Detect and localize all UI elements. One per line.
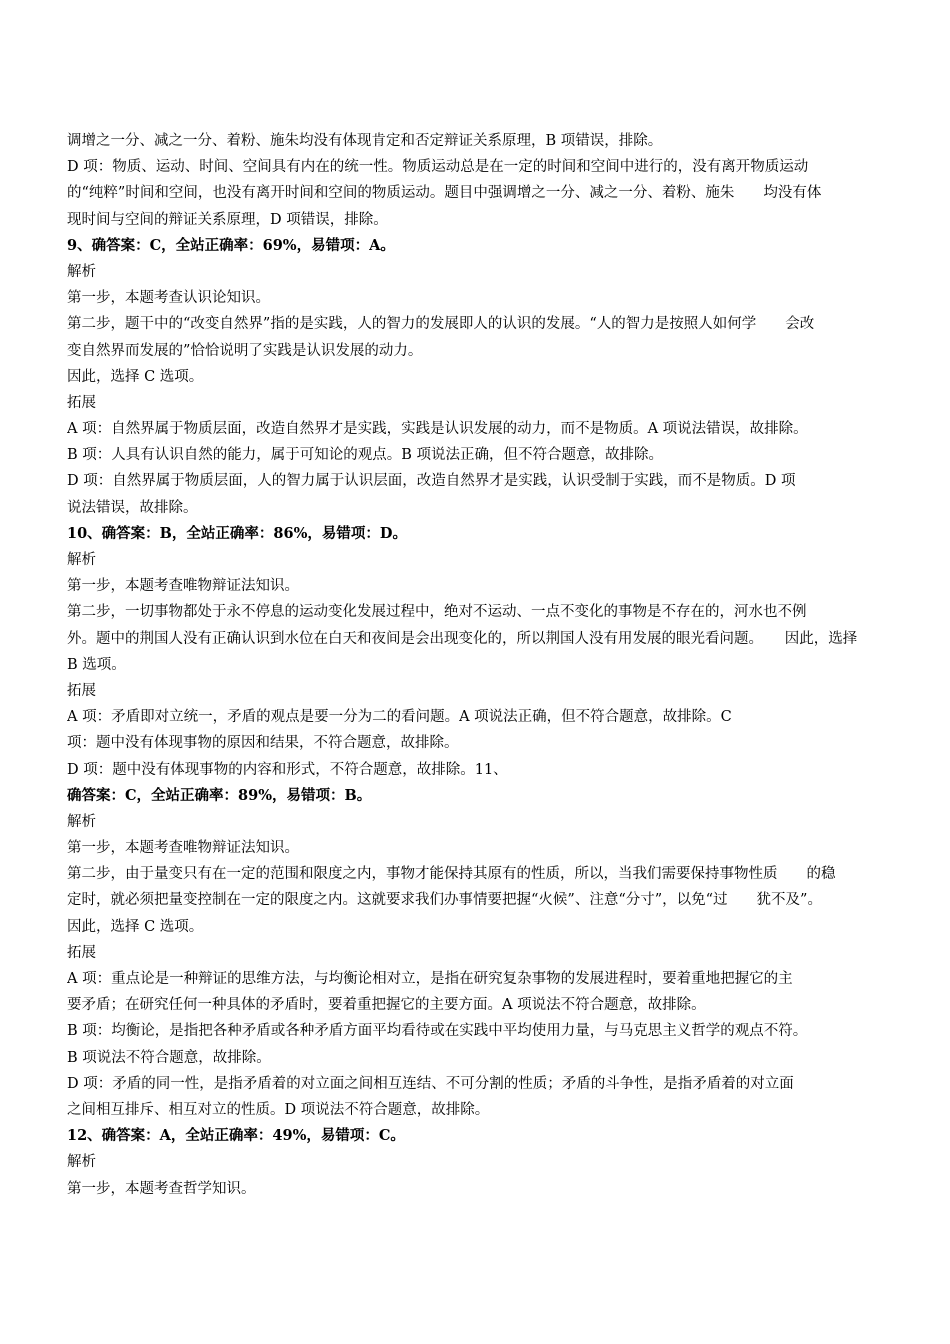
text-line: D 项：自然界属于物质层面，人的智力属于认识层面，改造自然界才是实践，认识受制于实践，而不是物质。D 项 xyxy=(67,473,796,490)
text-line: 变自然界而发展的”恰恰说明了实践是认识发展的动力。 xyxy=(67,342,423,359)
text-line: 调增之一分、减之一分、着粉、施朱均没有体现肯定和否定辩证关系原理，B 项错误，排除。 xyxy=(67,133,663,149)
text-line: 第一步，本题考查唯物辩证法知识。 xyxy=(67,840,299,857)
text-line: 之间相互排斥、相互对立的性质。D 项说法不符合题意，故排除。 xyxy=(67,1101,490,1118)
text-line: 说法错误，故排除。 xyxy=(67,499,198,516)
text-line: 第一步，本题考查认识论知识。 xyxy=(67,290,270,307)
text-line: D 项：矛盾的同一性，是指矛盾着的对立面之间相互连结、不可分割的性质；矛盾的斗争性，是指矛盾着的对立面 xyxy=(67,1075,794,1092)
section-label-analysis: 解析 xyxy=(67,263,96,280)
answer-heading-12: 12、确答案：A，全站正确率：49%，易错项：C。 xyxy=(67,1127,405,1145)
text-line: 外。题中的荆国人没有正确认识到水位在白天和夜间是会出现变化的，所以荆国人没有用发展的眼光看问题。 因此，选择 xyxy=(67,630,858,647)
text-line: D 项：题中没有体现事物的内容和形式，不符合题意，故排除。11、 xyxy=(67,761,508,778)
text-line: A 项：自然界属于物质层面，改造自然界才是实践，实践是认识发展的动力，而不是物质。A 项说法错误，故排除。 xyxy=(67,421,808,438)
text-line: 第一步，本题考查哲学知识。 xyxy=(67,1180,256,1197)
section-label-extension: 拓展 xyxy=(67,682,96,699)
text-line: A 项：重点论是一种辩证的思维方法，与均衡论相对立，是指在研究复杂事物的发展进程时，要着重地把握它的主 xyxy=(67,971,793,987)
text-line: B 项说法不符合题意，故排除。 xyxy=(67,1049,271,1066)
section-label-extension: 拓展 xyxy=(67,394,96,411)
text-line: 第二步，一切事物都处于永不停息的运动变化发展过程中，绝对不运动、一点不变化的事物是不存在的，河水也不例 xyxy=(67,604,807,621)
section-label-analysis: 解析 xyxy=(67,813,96,830)
section-label-analysis: 解析 xyxy=(67,552,96,568)
text-line: 现时间与空间的辩证关系原理，D 项错误，排除。 xyxy=(67,211,388,228)
document-body xyxy=(67,128,897,1202)
text-line: A 项：矛盾即对立统一，矛盾的观点是要一分为二的看问题。A 项说法正确，但不符合题意，故排除。C xyxy=(67,709,732,726)
text-line: 的“纯粹”时间和空间，也没有离开时间和空间的物质运动。题目中强调增之一分、减之一分、着粉、施朱 均没有体 xyxy=(67,185,822,202)
text-line: 第一步，本题考查唯物辩证法知识。 xyxy=(67,578,299,595)
text-line: 因此，选择 C 选项。 xyxy=(67,368,204,385)
section-label-extension: 拓展 xyxy=(67,944,96,961)
text-line: 项：题中没有体现事物的原因和结果，不符合题意，故排除。 xyxy=(67,735,459,752)
answer-heading-11: 确答案：C，全站正确率：89%，易错项：B。 xyxy=(67,786,372,804)
text-line: 要矛盾；在研究任何一种具体的矛盾时，要着重把握它的主要方面。A 项说法不符合题意，故排除。 xyxy=(67,997,706,1014)
text-line: B 选项。 xyxy=(67,656,126,673)
text-line: B 项：均衡论，是指把各种矛盾或各种矛盾方面平均看待或在实践中平均使用力量，与马克思主义哲学的观点不符。 xyxy=(67,1023,808,1040)
section-label-analysis: 解析 xyxy=(67,1154,96,1171)
answer-heading-9: 9、确答案：C，全站正确率：69%，易错项：A。 xyxy=(67,236,395,254)
text-line: D 项：物质、运动、时间、空间具有内在的统一性。物质运动总是在一定的时间和空间中进行的，没有离开物质运动 xyxy=(67,159,809,176)
text-line: 第二步，由于量变只有在一定的范围和限度之内，事物才能保持其原有的性质，所以，当我们需要保持事物性质 的稳 xyxy=(67,866,836,883)
text-line: 第二步，题干中的“改变自然界”指的是实践，人的智力的发展即人的认识的发展。“人的智力是按照人如何学 会改 xyxy=(67,316,815,333)
answer-heading-10: 10、确答案：B，全站正确率：86%，易错项：D。 xyxy=(67,524,407,542)
text-line: 定时，就必须把量变控制在一定的限度之内。这就要求我们办事情要把握“火候”、注意“分寸”，以免“过 犹不及”。 xyxy=(67,892,822,909)
text-line: 因此，选择 C 选项。 xyxy=(67,918,204,935)
text-line: B 项：人具有认识自然的能力，属于可知论的观点。B 项说法正确，但不符合题意，故排除。 xyxy=(67,447,664,464)
